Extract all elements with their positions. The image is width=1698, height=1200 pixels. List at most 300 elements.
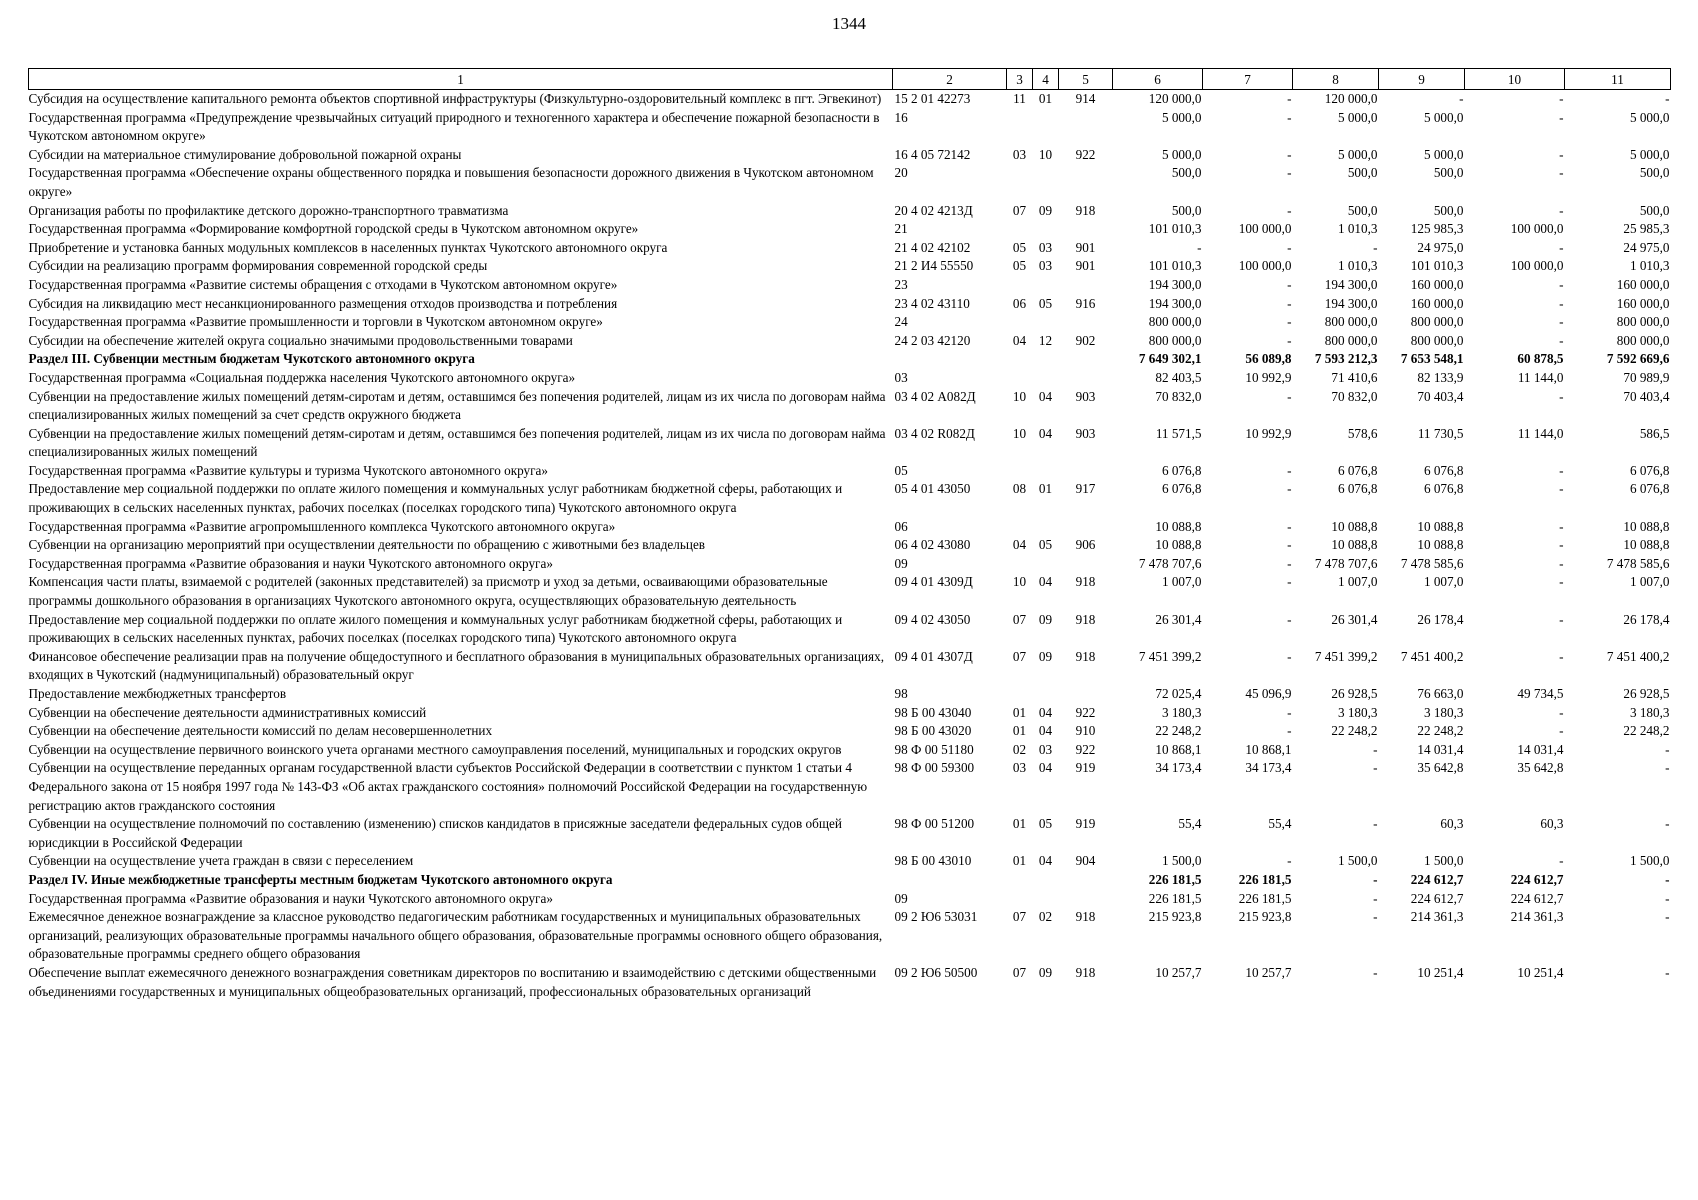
row-col-8: - bbox=[1373, 816, 1378, 832]
table-row bbox=[29, 369, 1671, 388]
row-col-3: 07 bbox=[1012, 909, 1027, 925]
row-col-4 bbox=[1033, 462, 1059, 481]
table-row bbox=[29, 648, 1671, 685]
row-col-3: 03 bbox=[1012, 760, 1027, 776]
row-col-5: 902 bbox=[1075, 332, 1096, 348]
row-col-3: 07 bbox=[1012, 611, 1027, 627]
row-col-11: 26 178,4 bbox=[1623, 611, 1670, 627]
row-name: Компенсация части платы, взимаемой с родителей (законных представителей) за присмотр и уход за детьми, осваивающими образовательные программы дошкольного образования в организациях Чукотского автономного округа, осуществляющих образовательную деятельность bbox=[28, 574, 828, 609]
row-col-5: 918 bbox=[1075, 909, 1096, 925]
row-name: Государственная программа «Формирование комфортной городской среды в Чукотском автономном округе» bbox=[28, 221, 639, 237]
row-col-8: 5 000,0 bbox=[1337, 146, 1378, 162]
row-code: 98 Б 00 43040 bbox=[894, 704, 972, 720]
row-col-10: 100 000,0 bbox=[1510, 221, 1564, 237]
row-col-10: - bbox=[1559, 91, 1564, 106]
row-col-9: 1 500,0 bbox=[1423, 853, 1464, 869]
row-col-6: 101 010,3 bbox=[1148, 221, 1202, 237]
row-col-8: - bbox=[1373, 890, 1378, 906]
row-col-11: - bbox=[1665, 909, 1670, 925]
row-name: Государственная программа «Развитие образования и науки Чукотского автономного округа» bbox=[28, 890, 553, 906]
row-col-4 bbox=[1033, 890, 1059, 909]
row-col-8: - bbox=[1373, 964, 1378, 980]
row-name: Государственная программа «Развитие культуры и туризма Чукотского автономного округа» bbox=[28, 462, 548, 478]
row-col-5 bbox=[1059, 871, 1113, 890]
row-col-7: - bbox=[1287, 332, 1292, 348]
row-col-7: 226 181,5 bbox=[1238, 890, 1292, 906]
row-col-6: 1 500,0 bbox=[1161, 853, 1202, 869]
row-col-3: 07 bbox=[1012, 648, 1027, 664]
row-col-5: 901 bbox=[1075, 239, 1096, 255]
row-col-5: 922 bbox=[1075, 704, 1096, 720]
table-row bbox=[29, 759, 1671, 815]
row-col-7: 100 000,0 bbox=[1238, 221, 1292, 237]
row-col-3: 01 bbox=[1012, 816, 1027, 832]
table-row bbox=[29, 313, 1671, 332]
row-col-7: - bbox=[1287, 648, 1292, 664]
row-col-8: 1 010,3 bbox=[1337, 258, 1378, 274]
table-row bbox=[29, 518, 1671, 537]
row-col-11: 1 010,3 bbox=[1629, 258, 1670, 274]
row-col-6: 500,0 bbox=[1171, 202, 1202, 218]
row-col-4: 04 bbox=[1038, 723, 1053, 739]
row-col-6: 800 000,0 bbox=[1148, 332, 1202, 348]
row-col-9: 60,3 bbox=[1440, 816, 1464, 832]
row-col-5 bbox=[1059, 109, 1113, 146]
table-row bbox=[29, 704, 1671, 723]
row-col-3: 10 bbox=[1012, 425, 1027, 441]
row-col-10: 100 000,0 bbox=[1510, 258, 1564, 274]
header-col-4: 4 bbox=[1033, 69, 1059, 90]
row-col-7: - bbox=[1287, 481, 1292, 497]
row-col-8: 26 928,5 bbox=[1331, 686, 1378, 701]
table-row bbox=[29, 332, 1671, 351]
row-col-6: 194 300,0 bbox=[1148, 276, 1202, 292]
row-col-7: - bbox=[1287, 202, 1292, 218]
row-col-11: 800 000,0 bbox=[1616, 332, 1670, 348]
row-col-11: 1 007,0 bbox=[1629, 574, 1670, 590]
row-col-5 bbox=[1059, 518, 1113, 537]
row-col-10: - bbox=[1559, 332, 1564, 348]
row-col-3: 07 bbox=[1012, 202, 1027, 218]
row-col-10: - bbox=[1559, 574, 1564, 590]
row-col-3: 01 bbox=[1012, 853, 1027, 869]
row-col-4 bbox=[1033, 164, 1059, 201]
table-body bbox=[29, 90, 1671, 1002]
row-col-3 bbox=[1007, 220, 1033, 239]
row-col-8: 22 248,2 bbox=[1331, 723, 1378, 739]
row-code: 03 4 02 А082Д bbox=[894, 388, 976, 404]
row-col-8: 500,0 bbox=[1347, 202, 1378, 218]
row-col-5: 919 bbox=[1075, 816, 1096, 832]
row-col-8: 10 088,8 bbox=[1331, 537, 1378, 553]
row-name: Субвенции на обеспечение деятельности комиссий по делам несовершеннолетних bbox=[28, 723, 493, 739]
row-code: 09 4 02 43050 bbox=[894, 611, 971, 627]
row-col-4: 10 bbox=[1038, 146, 1053, 162]
row-code: 16 bbox=[894, 109, 908, 125]
row-col-10: - bbox=[1559, 165, 1564, 181]
row-col-10: 11 144,0 bbox=[1517, 425, 1564, 441]
row-col-6: 1 007,0 bbox=[1161, 574, 1202, 590]
row-code: 09 4 01 4307Д bbox=[894, 648, 973, 664]
row-col-3 bbox=[1007, 518, 1033, 537]
row-col-8: 3 180,3 bbox=[1337, 704, 1378, 720]
row-col-11: - bbox=[1665, 890, 1670, 906]
row-col-3: 06 bbox=[1012, 295, 1027, 311]
row-col-8: 6 076,8 bbox=[1337, 481, 1378, 497]
row-col-11: 22 248,2 bbox=[1623, 723, 1670, 739]
row-code: 06 4 02 43080 bbox=[894, 537, 971, 553]
row-col-9: 11 730,5 bbox=[1417, 425, 1464, 441]
row-code: 98 Б 00 43010 bbox=[894, 853, 972, 869]
row-col-11: - bbox=[1665, 741, 1670, 757]
row-col-4 bbox=[1033, 276, 1059, 295]
row-col-7: - bbox=[1287, 853, 1292, 869]
row-col-8: - bbox=[1373, 239, 1378, 255]
row-col-3 bbox=[1007, 164, 1033, 201]
row-col-11: 7 478 585,6 bbox=[1606, 555, 1670, 571]
row-code: 16 4 05 72142 bbox=[894, 146, 971, 162]
row-col-8: 70 832,0 bbox=[1331, 388, 1378, 404]
row-col-9: 22 248,2 bbox=[1417, 723, 1464, 739]
row-col-4: 12 bbox=[1038, 332, 1053, 348]
table-row bbox=[29, 202, 1671, 221]
row-col-7: 56 089,8 bbox=[1245, 351, 1292, 367]
row-name: Субсидия на ликвидацию мест несанкционированного размещения отходов производства и потребления bbox=[28, 295, 618, 311]
section-row bbox=[29, 871, 1671, 890]
row-col-9: 500,0 bbox=[1433, 165, 1464, 181]
row-col-5: 903 bbox=[1075, 388, 1096, 404]
row-col-4: 04 bbox=[1038, 574, 1053, 590]
row-col-11: 6 076,8 bbox=[1629, 462, 1670, 478]
row-col-5: 922 bbox=[1075, 741, 1096, 757]
table-row bbox=[29, 220, 1671, 239]
row-col-8: 26 301,4 bbox=[1331, 611, 1378, 627]
row-name: Субсидии на реализацию программ формирования современной городской среды bbox=[28, 258, 488, 274]
row-col-6: 194 300,0 bbox=[1148, 295, 1202, 311]
row-col-7: 10 992,9 bbox=[1245, 369, 1292, 385]
page-number: 1344 bbox=[832, 14, 866, 33]
row-col-4 bbox=[1033, 313, 1059, 332]
row-col-5: 918 bbox=[1075, 964, 1096, 980]
table-row bbox=[29, 462, 1671, 481]
row-col-10: 224 612,7 bbox=[1510, 871, 1564, 887]
row-code: 05 4 01 43050 bbox=[894, 481, 971, 497]
table-row bbox=[29, 964, 1671, 1001]
row-col-5 bbox=[1059, 276, 1113, 295]
row-col-5: 922 bbox=[1075, 146, 1096, 162]
row-col-10: - bbox=[1559, 388, 1564, 404]
row-col-4 bbox=[1033, 369, 1059, 388]
row-col-10: - bbox=[1559, 537, 1564, 553]
row-col-7: - bbox=[1287, 109, 1292, 125]
row-col-8: 5 000,0 bbox=[1337, 109, 1378, 125]
row-col-5: 916 bbox=[1075, 295, 1096, 311]
row-col-3: 04 bbox=[1012, 537, 1027, 553]
row-code: 15 2 01 42273 bbox=[894, 91, 971, 106]
row-col-6: 10 257,7 bbox=[1155, 964, 1202, 980]
row-col-4: 03 bbox=[1038, 239, 1053, 255]
row-code: 98 Ф 00 59300 bbox=[894, 760, 975, 776]
header-col-7: 7 bbox=[1203, 69, 1293, 90]
row-col-9: 76 663,0 bbox=[1417, 686, 1464, 701]
section-row bbox=[29, 350, 1671, 369]
row-col-3: 01 bbox=[1012, 704, 1027, 720]
row-col-5 bbox=[1059, 220, 1113, 239]
row-col-9: 160 000,0 bbox=[1410, 295, 1464, 311]
row-code bbox=[893, 350, 1007, 369]
table-row bbox=[29, 815, 1671, 852]
header-col-5: 5 bbox=[1059, 69, 1113, 90]
table-row bbox=[29, 164, 1671, 201]
row-col-11: - bbox=[1665, 871, 1670, 887]
row-code: 06 bbox=[894, 518, 908, 534]
row-col-5 bbox=[1059, 369, 1113, 388]
row-name: Предоставление мер социальной поддержки по оплате жилого помещения и коммунальных услуг работникам бюджетной сферы, работающих и проживающих в сельских населенных пунктах, рабочих поселках (поселках городского типа) Чукотского автономного округа bbox=[28, 611, 843, 646]
row-name: Государственная программа «Развитие агропромышленного комплекса Чукотского автономного округа» bbox=[28, 518, 616, 534]
row-code: 21 4 02 42102 bbox=[894, 239, 971, 255]
row-col-10: - bbox=[1559, 202, 1564, 218]
row-col-6: 11 571,5 bbox=[1155, 425, 1202, 441]
row-name: Ежемесячное денежное вознаграждение за классное руководство педагогическим работникам государственных и муниципальных образовательных организаций, реализующих образовательные программы начального общего образования, образовательные программы основного общего образования, образовательные программы среднего общего образования bbox=[28, 909, 883, 962]
row-col-7: - bbox=[1287, 462, 1292, 478]
row-col-7: 100 000,0 bbox=[1238, 258, 1292, 274]
row-col-11: 500,0 bbox=[1639, 165, 1670, 181]
row-col-7: 10 992,9 bbox=[1245, 425, 1292, 441]
row-col-7: 215 923,8 bbox=[1238, 909, 1292, 925]
row-name: Субвенции на предоставление жилых помещений детям-сиротам и детям, оставшимся без попечения родителей, лицам из их числа по договорам найма специализированных жилых помещений bbox=[28, 425, 886, 460]
row-col-4: 09 bbox=[1038, 648, 1053, 664]
row-col-6: 226 181,5 bbox=[1148, 871, 1202, 887]
row-col-3: 10 bbox=[1012, 388, 1027, 404]
row-col-3 bbox=[1007, 350, 1033, 369]
row-col-9: 14 031,4 bbox=[1417, 741, 1464, 757]
row-col-10: 214 361,3 bbox=[1510, 909, 1564, 925]
row-col-6: - bbox=[1197, 239, 1202, 255]
row-col-6: 3 180,3 bbox=[1161, 704, 1202, 720]
row-col-7: - bbox=[1287, 723, 1292, 739]
row-code: 09 bbox=[894, 555, 908, 571]
row-name: Субвенции на осуществление полномочий по составлению (изменению) списков кандидатов в присяжные заседатели федеральных судов общей юрисдикции в Российской Федерации bbox=[28, 816, 842, 850]
row-col-9: 10 251,4 bbox=[1417, 964, 1464, 980]
row-col-9: 7 478 585,6 bbox=[1400, 555, 1464, 571]
row-col-10: - bbox=[1559, 611, 1564, 627]
row-col-4: 01 bbox=[1038, 91, 1053, 106]
row-col-3 bbox=[1007, 685, 1033, 704]
row-code: 23 bbox=[894, 276, 908, 292]
row-name: Раздел III. Субвенции местным бюджетам Чукотского автономного округа bbox=[28, 351, 475, 367]
row-col-7: - bbox=[1287, 239, 1292, 255]
header-col-9: 9 bbox=[1379, 69, 1465, 90]
row-col-6: 10 088,8 bbox=[1155, 518, 1202, 534]
row-code: 21 bbox=[894, 221, 908, 237]
row-code: 20 4 02 4213Д bbox=[894, 202, 973, 218]
table-row bbox=[29, 257, 1671, 276]
row-col-5: 903 bbox=[1075, 425, 1096, 441]
row-col-5 bbox=[1059, 313, 1113, 332]
row-col-11: 24 975,0 bbox=[1623, 239, 1670, 255]
row-col-11: 10 088,8 bbox=[1623, 537, 1670, 553]
row-col-8: 800 000,0 bbox=[1324, 332, 1378, 348]
row-col-3 bbox=[1007, 313, 1033, 332]
table-row bbox=[29, 146, 1671, 165]
row-col-7: 45 096,9 bbox=[1245, 686, 1292, 701]
row-col-9: 224 612,7 bbox=[1410, 871, 1464, 887]
row-code: 21 2 И4 55550 bbox=[894, 258, 974, 274]
row-col-5: 918 bbox=[1075, 574, 1096, 590]
row-col-10: - bbox=[1559, 648, 1564, 664]
row-name: Государственная программа «Развитие промышленности и торговли в Чукотском автономном округе» bbox=[28, 314, 603, 330]
table-row bbox=[29, 685, 1671, 704]
row-col-9: 214 361,3 bbox=[1410, 909, 1464, 925]
row-col-6: 5 000,0 bbox=[1161, 146, 1202, 162]
row-col-10: - bbox=[1559, 109, 1564, 125]
row-col-6: 10 088,8 bbox=[1155, 537, 1202, 553]
row-col-10: - bbox=[1559, 239, 1564, 255]
row-code: 09 2 Ю6 50500 bbox=[894, 964, 978, 980]
row-col-10: - bbox=[1559, 555, 1564, 571]
row-name: Субвенции на осуществление переданных органам государственной власти субъектов Российской Федерации в соответствии с пунктом 1 статьи 4 Федерального закона от 15 ноября 1997 года № 143-ФЗ «Об актах гражданского состояния» полномочий Российской Федерации на государственную регистрацию актов гражданского состояния bbox=[28, 760, 868, 813]
row-col-8: - bbox=[1373, 871, 1378, 887]
table-row bbox=[29, 425, 1671, 462]
row-col-3 bbox=[1007, 369, 1033, 388]
row-col-4: 05 bbox=[1038, 537, 1053, 553]
row-col-6: 22 248,2 bbox=[1155, 723, 1202, 739]
row-col-3: 03 bbox=[1012, 146, 1027, 162]
row-name: Предоставление межбюджетных трансфертов bbox=[28, 686, 287, 701]
row-col-11: 586,5 bbox=[1639, 425, 1670, 441]
table-row bbox=[29, 536, 1671, 555]
table-row bbox=[29, 722, 1671, 741]
row-col-11: 70 403,4 bbox=[1623, 388, 1670, 404]
row-col-7: - bbox=[1287, 276, 1292, 292]
row-col-9: 10 088,8 bbox=[1417, 537, 1464, 553]
row-col-4 bbox=[1033, 555, 1059, 574]
row-col-7: - bbox=[1287, 165, 1292, 181]
row-col-10: 11 144,0 bbox=[1517, 369, 1564, 385]
row-col-5 bbox=[1059, 462, 1113, 481]
header-row bbox=[29, 69, 1671, 90]
budget-table bbox=[28, 68, 1671, 1001]
row-col-9: - bbox=[1459, 91, 1464, 106]
row-code: 24 2 03 42120 bbox=[894, 332, 971, 348]
row-col-9: 125 985,3 bbox=[1410, 221, 1464, 237]
row-col-7: - bbox=[1287, 537, 1292, 553]
row-col-9: 101 010,3 bbox=[1410, 258, 1464, 274]
header-col-3: 3 bbox=[1007, 69, 1033, 90]
row-col-8: 194 300,0 bbox=[1324, 276, 1378, 292]
row-col-7: 10 868,1 bbox=[1245, 741, 1292, 757]
table-row bbox=[29, 109, 1671, 146]
row-col-11: - bbox=[1665, 816, 1670, 832]
row-col-9: 82 133,9 bbox=[1417, 369, 1464, 385]
row-col-4 bbox=[1033, 220, 1059, 239]
header-col-10: 10 bbox=[1465, 69, 1565, 90]
row-col-8: 120 000,0 bbox=[1324, 91, 1378, 106]
row-col-10: - bbox=[1559, 295, 1564, 311]
row-col-3: 02 bbox=[1012, 741, 1027, 757]
row-col-9: 6 076,8 bbox=[1423, 462, 1464, 478]
row-col-5: 918 bbox=[1075, 611, 1096, 627]
row-name: Государственная программа «Предупреждение чрезвычайных ситуаций природного и техногенного характера и обеспечение пожарной безопасности в Чукотском автономном округе» bbox=[28, 109, 880, 144]
row-col-6: 10 868,1 bbox=[1155, 741, 1202, 757]
row-col-6: 6 076,8 bbox=[1161, 462, 1202, 478]
row-col-3: 07 bbox=[1012, 964, 1027, 980]
row-col-3: 11 bbox=[1013, 91, 1026, 106]
row-code: 20 bbox=[894, 165, 908, 181]
row-col-9: 70 403,4 bbox=[1417, 388, 1464, 404]
row-col-5: 917 bbox=[1075, 481, 1096, 497]
row-col-4: 03 bbox=[1038, 258, 1053, 274]
row-col-7: - bbox=[1287, 555, 1292, 571]
row-col-11: - bbox=[1665, 91, 1670, 106]
row-col-5: 918 bbox=[1075, 202, 1096, 218]
row-col-3 bbox=[1007, 555, 1033, 574]
row-col-4: 04 bbox=[1038, 760, 1053, 776]
row-col-7: - bbox=[1287, 91, 1292, 106]
row-col-6: 26 301,4 bbox=[1155, 611, 1202, 627]
row-col-8: 194 300,0 bbox=[1324, 295, 1378, 311]
row-col-6: 7 478 707,6 bbox=[1138, 555, 1202, 571]
row-col-8: - bbox=[1373, 760, 1378, 776]
row-name: Субвенции на организацию мероприятий при осуществлении деятельности по обращению с животными без владельцев bbox=[28, 537, 706, 553]
row-col-10: - bbox=[1559, 481, 1564, 497]
table-row bbox=[29, 852, 1671, 871]
row-col-3 bbox=[1007, 890, 1033, 909]
row-col-3: 05 bbox=[1012, 239, 1027, 255]
row-col-6: 7 451 399,2 bbox=[1138, 648, 1202, 664]
row-col-5: 901 bbox=[1075, 258, 1096, 274]
row-col-11: - bbox=[1665, 760, 1670, 776]
row-col-7: 55,4 bbox=[1268, 816, 1292, 832]
row-name: Субсидии на материальное стимулирование добровольной пожарной охраны bbox=[28, 146, 462, 162]
row-col-7: 34 173,4 bbox=[1245, 760, 1292, 776]
row-col-6: 7 649 302,1 bbox=[1138, 351, 1202, 367]
row-col-6: 6 076,8 bbox=[1161, 481, 1202, 497]
row-col-10: 10 251,4 bbox=[1517, 964, 1564, 980]
row-col-10: 49 734,5 bbox=[1517, 686, 1564, 701]
row-col-11: 6 076,8 bbox=[1629, 481, 1670, 497]
header-col-8: 8 bbox=[1293, 69, 1379, 90]
table-row bbox=[29, 388, 1671, 425]
row-code: 98 Ф 00 51180 bbox=[894, 741, 974, 757]
row-name: Государственная программа «Обеспечение охраны общественного порядка и повышения безопасности дорожного движения в Чукотском автономном округе» bbox=[28, 165, 874, 199]
row-col-6: 82 403,5 bbox=[1155, 369, 1202, 385]
row-col-8: 1 007,0 bbox=[1337, 574, 1378, 590]
row-col-9: 160 000,0 bbox=[1410, 276, 1464, 292]
row-col-5: 919 bbox=[1075, 760, 1096, 776]
row-col-4: 04 bbox=[1038, 388, 1053, 404]
row-code: 03 4 02 R082Д bbox=[894, 425, 975, 441]
row-col-10: 60 878,5 bbox=[1517, 351, 1564, 367]
row-col-8: 10 088,8 bbox=[1331, 518, 1378, 534]
row-col-4: 05 bbox=[1038, 816, 1053, 832]
row-col-7: - bbox=[1287, 146, 1292, 162]
row-col-9: 5 000,0 bbox=[1423, 146, 1464, 162]
row-col-8: 7 593 212,3 bbox=[1314, 351, 1378, 367]
row-col-11: 1 500,0 bbox=[1629, 853, 1670, 869]
row-col-3 bbox=[1007, 462, 1033, 481]
row-col-10: - bbox=[1559, 146, 1564, 162]
row-col-9: 35 642,8 bbox=[1417, 760, 1464, 776]
table-row bbox=[29, 741, 1671, 760]
row-col-9: 800 000,0 bbox=[1410, 332, 1464, 348]
row-col-6: 101 010,3 bbox=[1148, 258, 1202, 274]
row-col-3 bbox=[1007, 276, 1033, 295]
row-col-6: 34 173,4 bbox=[1155, 760, 1202, 776]
header-col-2: 2 bbox=[893, 69, 1007, 90]
row-col-3: 01 bbox=[1012, 723, 1027, 739]
row-col-10: 60,3 bbox=[1540, 816, 1564, 832]
